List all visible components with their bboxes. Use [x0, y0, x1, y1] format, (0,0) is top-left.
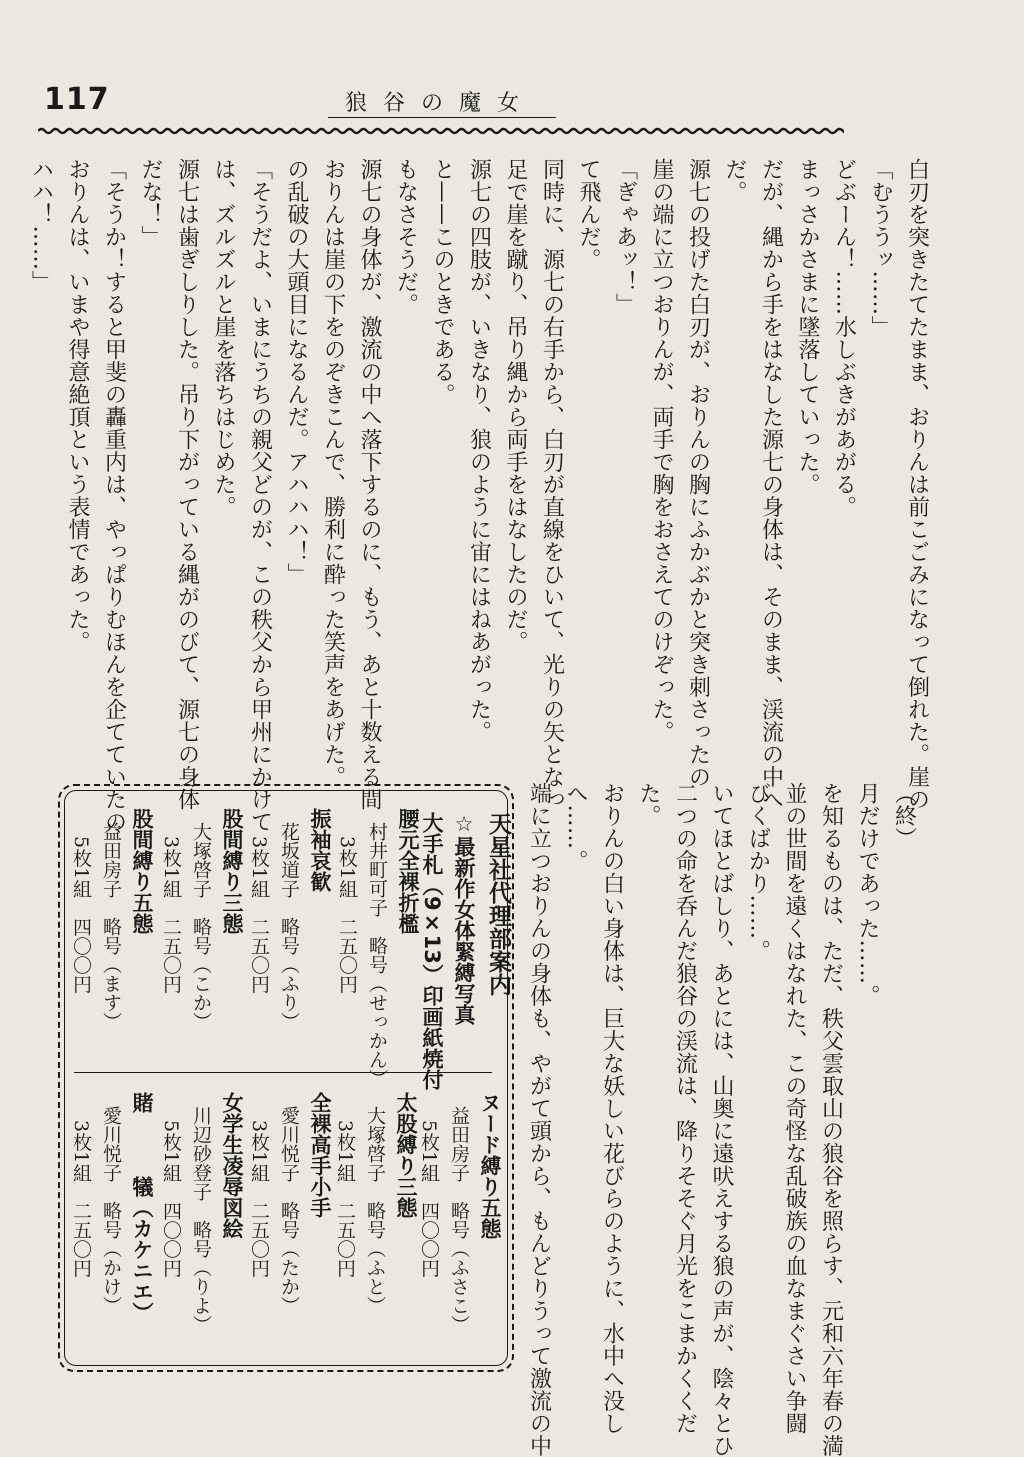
text-line: へ……。 [563, 782, 588, 872]
ad-heading: 天星社代理部案内 [485, 812, 511, 996]
ad-item-model: 大塚啓子 略号（こか） [190, 822, 212, 1031]
ad-item-model: 愛川悦子 略号（たか） [278, 1106, 300, 1315]
upper-body-text [22, 158, 935, 833]
ad-item-price: 3枚1組 二五〇円 [336, 836, 358, 994]
ad-spec: 大手札（9×13）印画紙焼付 [420, 812, 444, 1090]
ad-item-model: 益田房子 略号（ふさこ） [448, 1106, 470, 1334]
text-line: （終） [891, 782, 917, 850]
text-line: 崖の端に立つおりんが、両手で胸をおさえてのけぞった。 [649, 158, 674, 743]
text-line: の乱破の大頭目になるんだ。アハハハ！」 [284, 158, 309, 586]
ad-item [244, 808, 336, 1031]
wavy-divider [38, 124, 844, 138]
ad-item-title: 腰元全裸折檻 [396, 808, 420, 934]
text-line: 二つの命を呑んだ狼谷の渓流は、降りそそぐ月光をこまかくくだ [672, 782, 698, 1435]
text-line: だな！」 [138, 158, 163, 248]
text-line: 同時に、源七の右手から、白刃が直線をひいて、光りの矢となっ [539, 158, 565, 811]
text-line: もなさそうだ。 [393, 158, 419, 316]
ad-item [156, 808, 248, 1031]
ad-item-model: 川辺砂登子 略号（りよ） [190, 1106, 212, 1334]
ad-header [416, 812, 516, 1090]
text-line: ハハ！……」 [28, 158, 54, 293]
text-line: 「そうだよ、いまにうちの親父どのが、この秩父から甲州にかけて [247, 158, 273, 833]
text-line: は、ズルズルと崖を落ちはじめた。 [211, 158, 236, 518]
ad-item-model: 益田房子 略号（ます） [100, 822, 122, 1031]
ad-item-title: 股間縛り三態 [220, 808, 244, 934]
ad-item-title: 賭 犠（カケニエ） [130, 1092, 154, 1323]
text-line: だ。 [722, 158, 747, 203]
text-line: と——このときである。 [430, 158, 455, 406]
ad-item-model: 大塚啓子 略号（ふと） [364, 1106, 386, 1315]
ad-item [330, 1092, 422, 1315]
text-line: 源七の四肢が、いきなり、狼のように宙にはねあがった。 [466, 158, 492, 743]
text-line: おりんの白い身体は、巨大な妖しい花びらのように、水中へ没し [599, 782, 625, 1435]
text-line: 「ぎゃあッ！」 [612, 158, 638, 316]
text-line: 端に立つおりんの身体も、やがて頭から、もんどりうって激流の中 [526, 782, 552, 1457]
title-underline [328, 117, 556, 118]
ad-item-title: 女学生凌辱図絵 [220, 1092, 244, 1239]
ad-item-price: 5枚1組 四〇〇円 [418, 1120, 440, 1278]
ad-item-price: 3枚1組 二五〇円 [70, 1120, 92, 1278]
lower-body-text [520, 782, 922, 1457]
text-line: 白刃を突きたてたまま、おりんは前こごみになって倒れた。崖の [904, 158, 930, 811]
ad-item [66, 808, 158, 1031]
ad-item-model: 村井町可子 略号（せっかん） [366, 822, 388, 1088]
text-line: どぶーん！……水しぶきがあがる。 [831, 158, 857, 518]
text-line: 源七の投げた白刃が、おりんの胸にふかぶかと突き刺さったの [685, 158, 711, 788]
ad-item-price: 3枚1組 二五〇円 [334, 1120, 356, 1278]
ad-item-title: 股間縛り五態 [130, 808, 154, 934]
ad-item-title: 全裸高手小手 [308, 1092, 332, 1218]
ad-item-price: 3枚1組 二五〇円 [160, 836, 182, 994]
text-line: て飛んだ。 [576, 158, 601, 271]
ad-item-price: 3枚1組 二五〇円 [248, 1120, 270, 1278]
text-line: 月だけであった……。 [855, 782, 880, 1007]
text-line: 源七は歯ぎしりした。吊り下がっている縄がのびて、源七の身体 [174, 158, 200, 811]
text-line: びくばかり……。 [745, 782, 771, 962]
ad-item-title: 振袖哀歓 [308, 808, 332, 892]
ad-item [332, 808, 424, 1088]
ad-item [156, 1092, 248, 1334]
ad-item-price: 5枚1組 四〇〇円 [160, 1120, 182, 1278]
text-line: おりんは、いまや得意絶頂という表情であった。 [65, 158, 90, 653]
text-line: 並の世間を遠くはなれた、この奇怪な乱破族の血なまぐさい争闘 [782, 782, 807, 1435]
ad-item-title: ヌード縛り五態 [478, 1092, 502, 1239]
ad-item-price: 5枚1組 四〇〇円 [70, 836, 92, 994]
text-line: 足で崖を蹴り、吊り縄から両手をはなしたのだ。 [503, 158, 528, 653]
ad-item-title: 太股縛り三態 [394, 1092, 418, 1218]
text-line: た。 [636, 782, 661, 827]
text-line: まっさかさまに墜落していった。 [795, 158, 820, 496]
text-line: 源七の身体が、激流の中へ落下するのに、もう、あと十数える間 [357, 158, 382, 811]
text-line: いてほとばしり、あとには、山奥に遠吠えする狼の声が、陰々とひ [709, 782, 734, 1457]
ad-item [244, 1092, 336, 1315]
ad-subheading: ☆最新作女体緊縛写真 [452, 812, 476, 1025]
ad-item-price: 3枚1組 二五〇円 [248, 836, 270, 994]
text-line: を知るものは、ただ、秩父雲取山の狼谷を照らす、元和六年春の満 [818, 782, 844, 1457]
text-line: だが、縄から手をはなした源七の身体は、そのまま、渓流の中へ [758, 158, 784, 811]
text-line: おりんは崖の下をのぞきこんで、勝利に酔った笑声をあげた。 [320, 158, 346, 788]
ad-item-model: 花坂道子 略号（ふり） [278, 822, 300, 1031]
ad-item [66, 1092, 158, 1323]
ad-item [414, 1092, 506, 1334]
ad-item-model: 愛川悦子 略号（かけ） [100, 1106, 122, 1315]
page-number: 117 [44, 82, 110, 117]
text-line: 「むううッ……」 [868, 158, 893, 338]
running-title: 狼谷の魔女 [344, 91, 535, 116]
text-line: 「そうか！すると甲斐の轟重内は、やっぱりむほんを企てていたの [101, 158, 127, 833]
